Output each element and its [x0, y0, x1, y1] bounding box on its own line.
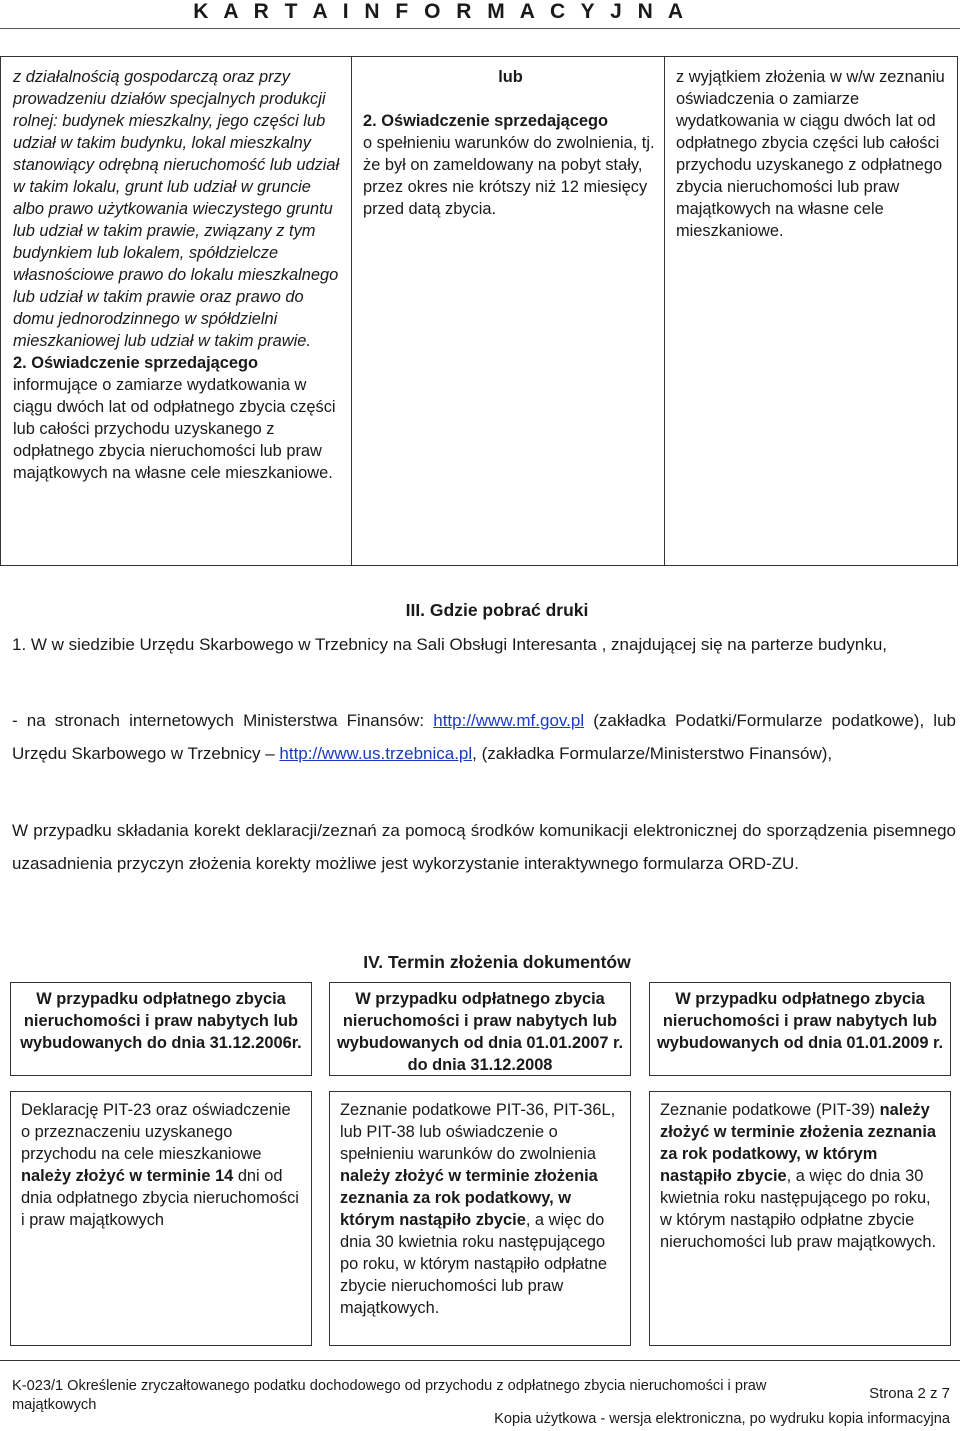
online-forms-text-c: , (zakładka Formularze/Ministerstwo Finansów), [472, 744, 833, 763]
deadline-body-3-bold: należy złożyć w terminie złożenia zeznania za rok podatkowy, w którym nastąpiło zbycie [660, 1101, 936, 1185]
deadline-body-2-tail: , a więc do dnia 30 kwietnia roku następującego po roku, w którym nastąpiło odpłatne zbycie nieruchomości lub praw majątkowych. [340, 1211, 607, 1317]
copy-notice: Kopia użytkowa - wersja elektroniczna, po wydruku kopia informacyjna [494, 1411, 950, 1427]
deadline-body-1 [10, 1091, 312, 1346]
deadline-body-2 [329, 1091, 631, 1346]
table-column-1 [1, 57, 352, 565]
exception-text: z wyjątkiem złożenia w w/w zeznaniu oświadczenia o zamiarze wydatkowania w ciągu dwóch lat od odpłatnego zbycia części lub całości przychodu uzyskanego z odpłatnego zbycia nieruchomości lub praw majątkowych na własne cele mieszkaniowe. [676, 68, 945, 240]
statement-text: informujące o zamiarze wydatkowania w ciągu dwóch lat od odpłatnego zbycia części lub całości przychodu uzyskanego z odpłatnego zbycia nieruchomości lub praw majątkowych na własne cele mieszkaniowe. [13, 376, 336, 482]
table-column-3 [665, 57, 957, 565]
footer-divider [0, 1360, 960, 1361]
table-column-2 [352, 57, 665, 565]
statement-text: o spełnieniu warunków do zwolnienia, tj. że był on zameldowany na pobyt stały, przez okres nie krótszy niż 12 miesięcy przed datą zbycia. [363, 134, 655, 218]
page-header [0, 0, 960, 30]
or-label: lub [498, 68, 523, 86]
requirements-table [0, 56, 958, 566]
online-forms-text-b: (zakładka Podatki/Formularze podatkowe), lub Urzędu Skarbowego w Trzebnicy – [12, 711, 956, 763]
online-forms-paragraph [12, 704, 956, 770]
statement-heading: 2. Oświadczenie sprzedającego [13, 354, 259, 372]
deadline-body-3 [649, 1091, 951, 1346]
header-divider [0, 28, 960, 29]
location-paragraph: 1. W w siedzibie Urzędu Skarbowego w Trzebnicy na Sali Obsługi Interesanta , znajdującej się na parterze budynku, [12, 635, 888, 654]
deadline-body-1-text: Deklarację PIT-23 oraz oświadczenie o przeznaczeniu uzyskanego przychodu na cele mieszkaniowe [21, 1101, 291, 1163]
document-title: K A R T A I N F O R M A C Y J N A [193, 0, 688, 23]
us-trzebnica-link[interactable]: http://www.us.trzebnica.pl [279, 744, 473, 763]
deadline-body-2-text: Zeznanie podatkowe PIT-36, PIT-36L, lub PIT-38 lub oświadczenie o spełnieniu warunków do zwolnienia [340, 1101, 616, 1163]
section-4-title: IV. Termin złożenia dokumentów [363, 952, 631, 972]
property-types-text: z działalnością gospodarczą oraz przy prowadzeniu działów specjalnych produkcji rolnej: budynek mieszkalny, jego części lub udział w takim budynku, lokal mieszkalny stanowiący odrębną nieruchomość lub udział w takim lokalu, grunt lub udział w gruncie albo prawo użytkowania wieczystego gruntu lub udział w takim prawie, związany z tym budynkiem lub lokalem, spółdzielcze własnościowe prawo do lokalu mieszkalnego lub udział w takim prawie oraz prawo do domu jednorodzinnego w spółdzielni mieszkaniowej lub udział w takim prawie. [13, 68, 340, 350]
deadline-body-3-text: Zeznanie podatkowe (PIT-39) [660, 1101, 880, 1119]
page-number: Strona 2 z 7 [869, 1385, 950, 1402]
online-forms-text-a: - na stronach internetowych Ministerstwa Finansów: [12, 711, 434, 730]
deadline-body-3-tail: , a więc do dnia 30 kwietnia roku następującego po roku, w którym nastąpiło odpłatne zbycie nieruchomości lub praw majątkowych. [660, 1167, 937, 1251]
footer-document-ref: K-023/1 Określenie zryczałtowanego podatku dochodowego od przychodu z odpłatnego zbycia nieruchomości i praw majątkowych [12, 1378, 767, 1413]
deadline-header-1: W przypadku odpłatnego zbycia nieruchomości i praw nabytych lub wybudowanych do dnia 31.12.2006r. [10, 982, 312, 1076]
section-3-title: III. Gdzie pobrać druki [405, 600, 589, 620]
deadline-body-2-bold: należy złożyć w terminie złożenia zeznania za rok podatkowy, w którym nastąpiło zbycie [340, 1167, 598, 1229]
deadline-body-1-bold: należy złożyć w terminie 14 [21, 1167, 234, 1185]
deadline-header-3: W przypadku odpłatnego zbycia nieruchomości i praw nabytych lub wybudowanych od dnia 01.01.2009 r. [649, 982, 951, 1076]
deadline-header-2: W przypadku odpłatnego zbycia nieruchomości i praw nabytych lub wybudowanych od dnia 01.01.2007 r. do dnia 31.12.2008 [329, 982, 631, 1076]
deadline-body-1-tail: dni od dnia odpłatnego zbycia nieruchomości i praw majątkowych [21, 1167, 299, 1229]
statement-heading: 2. Oświadczenie sprzedającego [363, 112, 609, 130]
mf-gov-link[interactable]: http://www.mf.gov.pl [433, 711, 585, 730]
corrections-paragraph: W przypadku składania korekt deklaracji/zeznań za pomocą środków komunikacji elektronicznej do sporządzenia pisemnego uzasadnienia przyczyn złożenia korekty możliwe jest wykorzystanie interaktywnego formularza ORD-ZU. [12, 821, 956, 873]
